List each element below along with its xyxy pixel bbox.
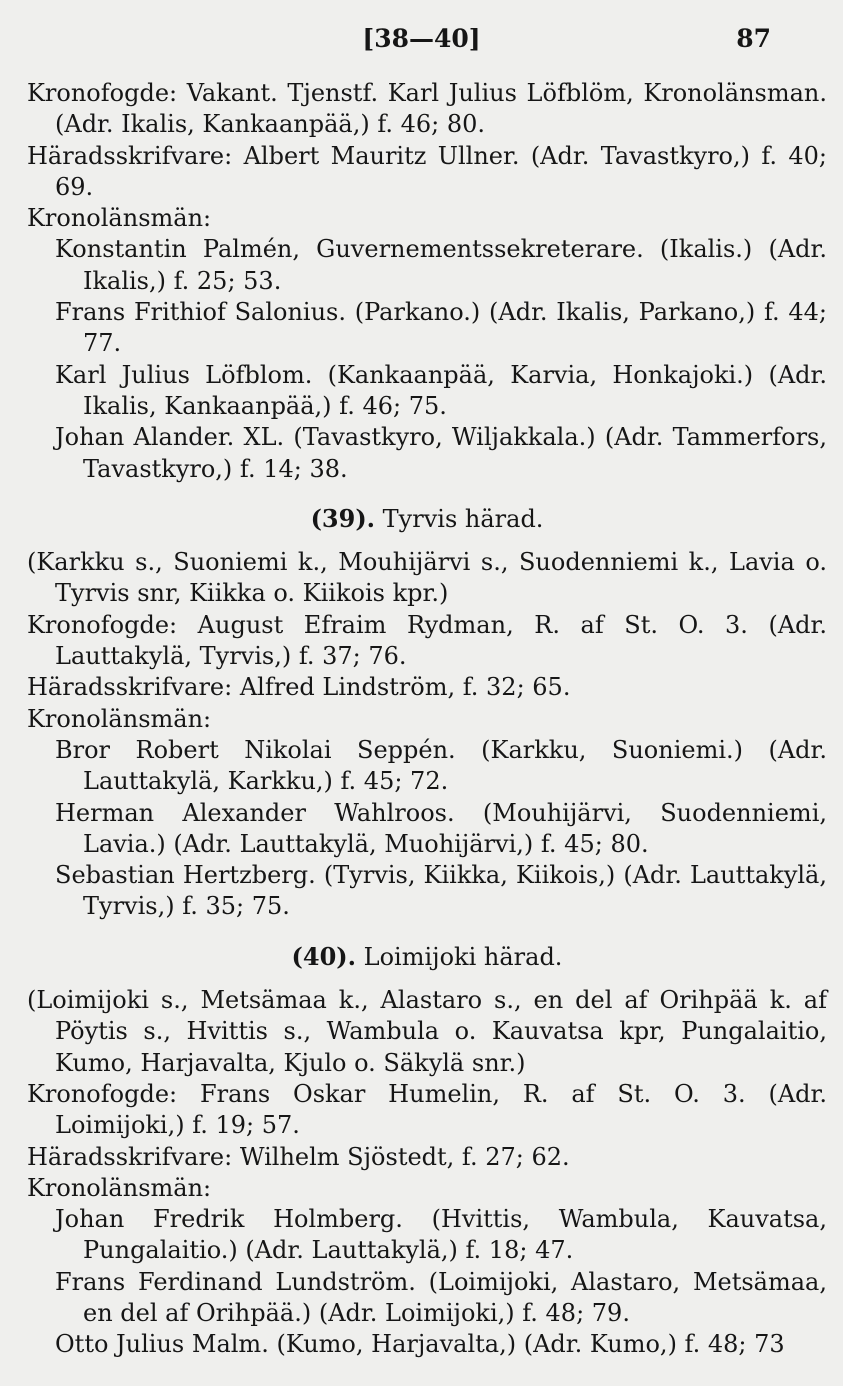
- kronolansman-entry: Johan Alander. XL. (Tavastkyro, Wiljakkala.) (Adr. Tammerfors, Tavastkyro,) f. 14; 38.: [55, 423, 827, 483]
- haradsskrivare-38: Häradsskrifvare: Albert Mauritz Ullner. (Adr. Tavastkyro,) f. 40; 69.: [27, 141, 827, 201]
- document-body: [27, 78, 827, 1361]
- kronolansman-label-40: Kronolänsmän:: [27, 1173, 212, 1202]
- kronolansman-entry: Johan Fredrik Holmberg. (Hvittis, Wambula, Kauvatsa, Pungalaitio.) (Adr. Lauttakylä,) f. 18; 47.: [55, 1205, 827, 1265]
- haradsskrivare-39: Häradsskrifvare: Alfred Lindström, f. 32; 65.: [27, 673, 571, 702]
- kronolansman-entry: Konstantin Palmén, Guvernementssekreterare. (Ikalis.) (Adr. Ikalis,) f. 25; 53.: [55, 235, 827, 295]
- kronofogde-38: Kronofogde: Vakant. Tjenstf. Karl Julius Löfblöm, Kronolänsman. (Adr. Ikalis, Kankaanpää,) f. 46; 80.: [27, 79, 827, 139]
- kronolansman-entry: Sebastian Hertzberg. (Tyrvis, Kiikka, Kiikois,) (Adr. Lauttakylä, Tyrvis,) f. 35; 75.: [55, 861, 827, 921]
- section-number-40: (40).: [291, 941, 357, 971]
- kronolansman-entry: Herman Alexander Wahlroos. (Mouhijärvi, Suodenniemi, Lavia.) (Adr. Lauttakylä, Muohijärvi,) f. 45; 80.: [55, 798, 827, 858]
- kronofogde-39: Kronofogde: August Efraim Rydman, R. af St. O. 3. (Adr. Lauttakylä, Tyrvis,) f. 37; 76.: [27, 610, 827, 671]
- section-number-39: (39).: [310, 503, 376, 533]
- description-40: (Loimijoki s., Metsämaa k., Alastaro s., en del af Orihpää k. af Pöytis s., Hvittis s., Wambula o. Kauvatsa kpr, Pungalaitio, Kumo, Harjavalta, Kjulo o. Säkylä snr.): [27, 986, 827, 1077]
- kronolansman-label-39: Kronolänsmän:: [27, 704, 212, 733]
- section-heading-39: [27, 503, 827, 535]
- kronolansman-entry: Frans Frithiof Salonius. (Parkano.) (Adr. Ikalis, Parkano,) f. 44; 77.: [55, 298, 827, 358]
- kronolansman-entry: Bror Robert Nikolai Seppén. (Karkku, Suoniemi.) (Adr. Lauttakylä, Karkku,) f. 45; 72.: [55, 735, 827, 796]
- kronofogde-40: Kronofogde: Frans Oskar Humelin, R. af St. O. 3. (Adr. Loimijoki,) f. 19; 57.: [27, 1079, 827, 1140]
- section-heading-40: [27, 941, 827, 973]
- kronolansman-entry: Frans Ferdinand Lundström. (Loimijoki, Alastaro, Metsämaa, en del af Orihpää.) (Adr. Loimijoki,) f. 48; 79.: [55, 1267, 827, 1327]
- kronolansman-label-38: Kronolänsmän:: [27, 204, 212, 233]
- description-39: (Karkku s., Suoniemi k., Mouhijärvi s., Suodenniemi k., Lavia o. Tyrvis snr, Kiikka o. Kiikois kpr.): [27, 548, 827, 608]
- section-title-39: Tyrvis härad.: [382, 504, 544, 533]
- section-range: [38—40]: [362, 24, 481, 53]
- page-header: [0, 22, 843, 58]
- page-number: 87: [736, 24, 771, 53]
- kronolansman-entry: Karl Julius Löfblom. (Kankaanpää, Karvia, Honkajoki.) (Adr. Ikalis, Kankaanpää,) f. 46; 75.: [55, 360, 827, 420]
- haradsskrivare-40: Häradsskrifvare: Wilhelm Sjöstedt, f. 27; 62.: [27, 1142, 570, 1171]
- section-title-40: Loimijoki härad.: [363, 942, 563, 971]
- kronolansman-entry: Otto Julius Malm. (Kumo, Harjavalta,) (Adr. Kumo,) f. 48; 73: [55, 1330, 785, 1359]
